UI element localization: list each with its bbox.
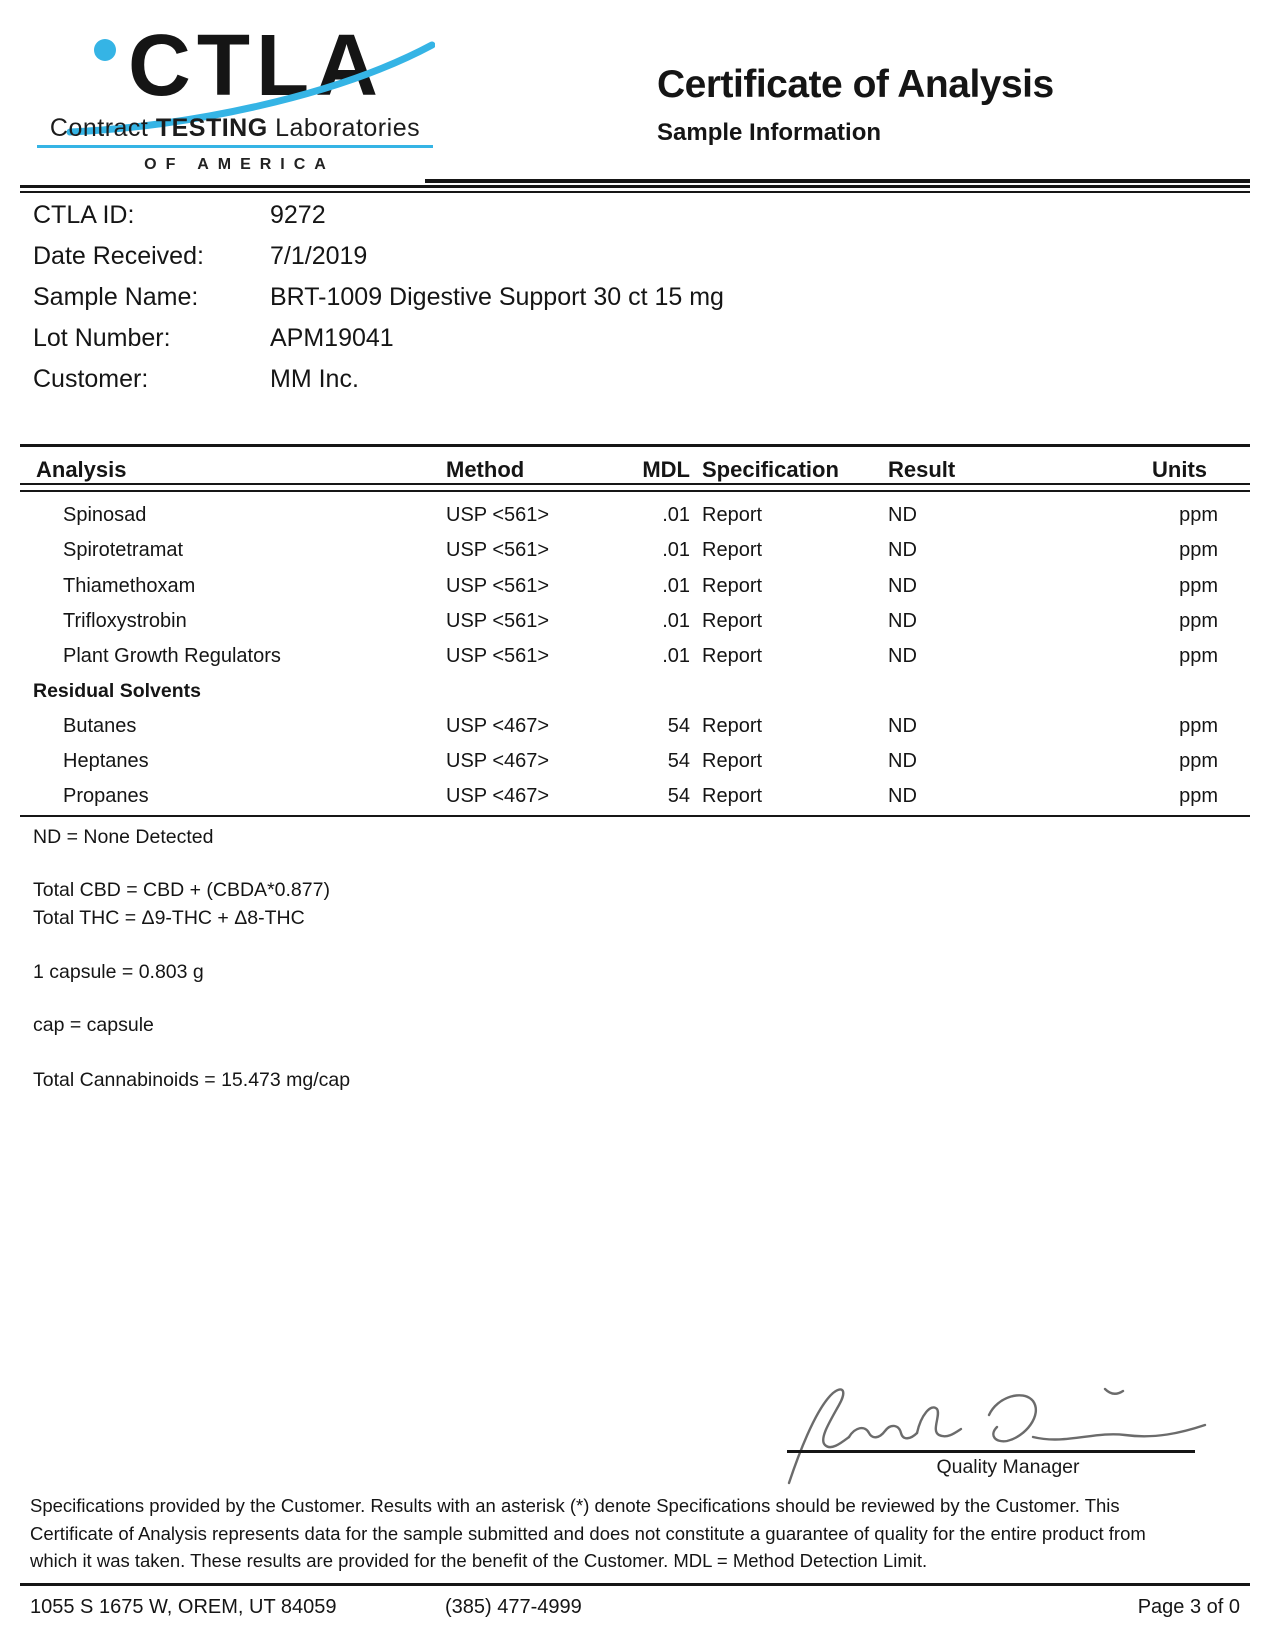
page-title: Certificate of Analysis bbox=[657, 63, 1054, 106]
cell-units: ppm bbox=[1179, 750, 1218, 773]
cell-units: ppm bbox=[1179, 714, 1218, 737]
note-total-cannabinoids: Total Cannabinoids = 15.473 mg/cap bbox=[33, 1069, 351, 1091]
logo-tagline bbox=[37, 114, 433, 143]
cell-specification: Report bbox=[702, 750, 763, 773]
cell-units: ppm bbox=[1179, 539, 1218, 562]
sample-info-block bbox=[33, 195, 1013, 400]
cell-units: ppm bbox=[1179, 644, 1218, 667]
cell-units: ppm bbox=[1179, 785, 1218, 808]
cell-analysis: Trifloxystrobin bbox=[63, 609, 187, 632]
column-header-analysis: Analysis bbox=[36, 457, 127, 482]
cell-mdl: .01 bbox=[662, 574, 690, 597]
logo-tagline-suffix: Laboratories bbox=[267, 114, 421, 142]
date-received-label: Date Received: bbox=[33, 242, 204, 270]
cell-result: ND bbox=[888, 609, 917, 632]
cell-method: USP <467> bbox=[446, 714, 550, 737]
column-header-units: Units bbox=[1152, 457, 1207, 482]
note-thc-formula: Total THC = Δ9-THC + Δ8-THC bbox=[33, 907, 305, 929]
results-rows bbox=[20, 498, 1250, 814]
cell-analysis: Spirotetramat bbox=[63, 539, 184, 562]
table-row bbox=[20, 709, 1250, 744]
cell-analysis: Residual Solvents bbox=[33, 679, 201, 702]
lot-number-label: Lot Number: bbox=[33, 324, 171, 352]
cell-method: USP <561> bbox=[446, 504, 550, 527]
logo-orbit-dot-icon bbox=[94, 39, 116, 61]
cell-analysis: Butanes bbox=[63, 714, 137, 737]
cell-units bbox=[1020, 674, 1218, 709]
cell-analysis: Thiamethoxam bbox=[63, 574, 196, 597]
cell-mdl: .01 bbox=[662, 609, 690, 632]
cell-specification: Report bbox=[702, 504, 763, 527]
cell-result: ND bbox=[888, 785, 917, 808]
column-header-mdl: MDL bbox=[642, 457, 690, 482]
cell-analysis: Heptanes bbox=[63, 750, 149, 773]
column-header-method: Method bbox=[446, 457, 525, 482]
header-divider-main bbox=[20, 185, 1250, 189]
customer-value: MM Inc. bbox=[270, 365, 359, 393]
ctla-id-label: CTLA ID: bbox=[33, 201, 135, 229]
cell-specification: Report bbox=[702, 574, 763, 597]
cell-mdl: .01 bbox=[662, 644, 690, 667]
customer-label: Customer: bbox=[33, 365, 149, 393]
table-row bbox=[20, 604, 1250, 639]
cell-units: ppm bbox=[1179, 504, 1218, 527]
disclaimer-text: Specifications provided by the Customer. Results with an asterisk (*) denote Specifications should be reviewed by the Customer. This Certificate of Analysis represents data for the sample submitted and does not constitute a guarantee of quality for the entire product from which it was taken. These results are provided for the benefit of the Customer. MDL = Method Detection Limit. bbox=[30, 1495, 1146, 1571]
cell-analysis: Spinosad bbox=[63, 504, 147, 527]
table-row bbox=[20, 639, 1250, 674]
table-rule-bottom bbox=[20, 815, 1250, 818]
cell-mdl: 54 bbox=[667, 750, 690, 773]
page-subtitle: Sample Information bbox=[657, 119, 882, 146]
column-header-result: Result bbox=[888, 457, 956, 482]
column-header-specification: Specification bbox=[702, 457, 839, 482]
logo-tagline-bold: TESTING bbox=[155, 114, 268, 142]
logo-subline: OF AMERICA bbox=[144, 156, 335, 173]
logo-tagline-prefix: Contract bbox=[49, 114, 156, 142]
cell-result: ND bbox=[888, 644, 917, 667]
sample-name-value: BRT-1009 Digestive Support 30 ct 15 mg bbox=[270, 283, 724, 311]
sample-info-row bbox=[33, 195, 1013, 236]
results-table bbox=[20, 444, 1250, 818]
footer-phone: (385) 477-4999 bbox=[445, 1596, 582, 1618]
sample-info-row bbox=[33, 359, 1013, 400]
table-row bbox=[20, 779, 1250, 814]
table-row bbox=[20, 498, 1250, 533]
lot-number-value: APM19041 bbox=[270, 324, 394, 352]
cell-mdl: 54 bbox=[667, 714, 690, 737]
note-nd-definition: ND = None Detected bbox=[33, 826, 214, 848]
cell-mdl bbox=[560, 674, 690, 709]
sample-info-row bbox=[33, 277, 1013, 318]
cell-specification: Report bbox=[702, 609, 763, 632]
cell-specification: Report bbox=[702, 785, 763, 808]
sample-info-row bbox=[33, 318, 1013, 359]
cell-method: USP <561> bbox=[446, 644, 550, 667]
cell-mdl: .01 bbox=[662, 539, 690, 562]
cell-method: USP <467> bbox=[446, 750, 550, 773]
table-row bbox=[20, 533, 1250, 568]
note-capsule-weight: 1 capsule = 0.803 g bbox=[33, 961, 204, 983]
cell-method: USP <561> bbox=[446, 574, 550, 597]
table-header-row bbox=[20, 457, 1250, 483]
header-divider-thin bbox=[20, 191, 1250, 193]
sample-info-row bbox=[33, 236, 1013, 277]
footer-page-number: Page 3 of 0 bbox=[1137, 1596, 1240, 1618]
footer-rule bbox=[20, 1583, 1250, 1586]
signature-role-label: Quality Manager bbox=[936, 1456, 1080, 1478]
footer-address: 1055 S 1675 W, OREM, UT 84059 bbox=[30, 1596, 337, 1618]
cell-analysis: Plant Growth Regulators bbox=[63, 644, 281, 667]
cell-method: USP <467> bbox=[446, 785, 550, 808]
cell-result: ND bbox=[888, 750, 917, 773]
date-received-value: 7/1/2019 bbox=[270, 242, 368, 270]
cell-mdl: 54 bbox=[667, 785, 690, 808]
cell-method: USP <561> bbox=[446, 539, 550, 562]
cell-units: ppm bbox=[1179, 609, 1218, 632]
cell-specification: Report bbox=[702, 714, 763, 737]
cell-units: ppm bbox=[1179, 574, 1218, 597]
logo-blue-rule bbox=[37, 145, 433, 148]
note-cbd-formula: Total CBD = CBD + (CBDA*0.877) bbox=[33, 879, 330, 901]
table-row bbox=[20, 744, 1250, 779]
cell-result: ND bbox=[888, 504, 917, 527]
logo-acronym: CTLA bbox=[128, 25, 384, 114]
cell-result: ND bbox=[888, 574, 917, 597]
table-row bbox=[20, 674, 1250, 709]
sample-name-label: Sample Name: bbox=[33, 283, 199, 311]
cell-specification: Report bbox=[702, 539, 763, 562]
cell-mdl: .01 bbox=[662, 504, 690, 527]
signature-line bbox=[787, 1450, 1195, 1453]
ctla-id-value: 9272 bbox=[270, 201, 326, 229]
table-row bbox=[20, 569, 1250, 604]
cell-result: ND bbox=[888, 714, 917, 737]
cell-method: USP <561> bbox=[446, 609, 550, 632]
cell-analysis: Propanes bbox=[63, 785, 149, 808]
header-divider-top-segment bbox=[425, 179, 1250, 183]
note-cap-abbreviation: cap = capsule bbox=[33, 1014, 154, 1036]
table-rule-top bbox=[20, 444, 1250, 447]
cell-specification: Report bbox=[702, 644, 763, 667]
cell-result: ND bbox=[888, 539, 917, 562]
table-rule-double-2 bbox=[20, 490, 1250, 492]
table-rule-double-1 bbox=[20, 483, 1250, 485]
